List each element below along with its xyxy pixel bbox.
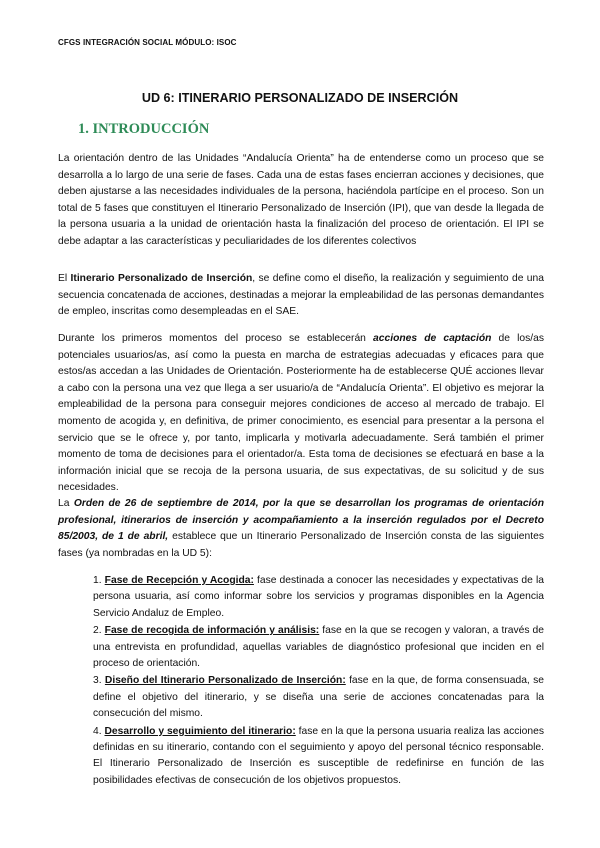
phase-text: fase en la que, de forma consensuada, se define el objetivo del itinerario, y se diseña una serie de acciones concatenadas para la consecución del mismo.: [93, 675, 544, 720]
text-run: Durante los primeros momentos del proceso se establecerán: [58, 333, 374, 344]
text-run: La: [58, 498, 74, 509]
paragraph-intro: La orientación dentro de las Unidades “Andalucía Orienta” ha de entenderse como un proceso que se desarrolla a lo largo de una serie de fases. Cada una de estas fases encierran acciones y decisiones, que deben ajustarse a las necesidades individuales de la persona, haciéndola partícipe en el proceso. Son un total de 5 fases que constituyen el Itinerario Personalizado de Inserción (IPI), que van desde la llegada de la persona usuaria a la unidad de orientación hasta la finalización del proceso de orientación. El IPI se debe adaptar a las características y peculiaridades de los diferentes colectivos: [58, 153, 544, 247]
paragraph-captacion: [58, 331, 544, 497]
text-run-bold-italic: acciones de captación: [373, 333, 492, 344]
text-run: , se define como el diseño, la realización y seguimiento de una secuencia concatenada de acciones, destinadas a mejorar la empleabilidad de las personas demandantes de empleo, inscritas como desempleadas en el SAE.: [58, 273, 544, 318]
phase-term: Diseño del Itinerario Personalizado de Inserción:: [104, 675, 346, 687]
list-number: 3.: [93, 675, 102, 687]
section-heading: [78, 121, 209, 138]
phase-term: Fase de recogida de información y análisis:: [104, 625, 320, 637]
phase-list: [93, 573, 544, 790]
list-item: [93, 724, 544, 790]
page-title: UD 6: ITINERARIO PERSONALIZADO DE INSERCIÓN: [141, 91, 459, 105]
list-number: 1.: [93, 575, 102, 586]
phase-text: fase en la que la persona usuaria realiza las acciones definidas en su itinerario, contando con el seguimiento y apoyo del personal técnico responsable. El Itinerario Personalizado de Inserción es susceptible de redefinirse en función de las posibilidades efectivas de consecución de los objetivos propuestos.: [93, 725, 544, 786]
phase-term: Desarrollo y seguimiento del itinerario:: [104, 725, 296, 737]
list-number: 4.: [93, 725, 102, 737]
list-number: 2.: [93, 625, 102, 637]
text-run: de los/as potenciales usuarios/as, así como la puesta en marcha de estrategias adecuadas y eficaces para que estos/as accedan a las Unidades de Orientación. Posteriormente ha de establecerse QUÉ acciones llevar a cabo con la persona una vez que llega a ser usuario/a de “Andalucía Orienta”. El objetivo es mejorar la empleabilidad de la persona para conseguir mejores condiciones de acceso al mercado de trabajo. El momento de acogida y, en definitiva, de primer conocimiento, es esencial para presentar a la persona el servicio que se le ofrece y, por tanto, implicarla y motivarla adecuadamente. Será también el primer momento de toma de decisiones para el orientador/a. Esta toma de decisiones se efectuará en base a la información inicial que se recoja de la persona usuaria, de sus expectativas, de su solicitud y de sus necesidades.: [58, 333, 544, 494]
phase-text: fase en la que se recogen y valoran, a través de una entrevista en profundidad, aquellas variables de diagnóstico profesional que inciden en el proceso de orientación.: [93, 625, 544, 670]
list-item: [93, 573, 544, 622]
text-run-bold: Itinerario Personalizado de Inserción: [70, 273, 253, 284]
paragraph-orden: [58, 496, 544, 562]
text-run-bold-italic: Orden de 26 de septiembre de 2014, por la que se desarrollan los programas de orientación profesional, itinerarios de inserción y acompañamiento a la inserción regulados por el Decreto 85/2003, de 1 de abril,: [58, 498, 544, 543]
phase-text: fase destinada a conocer las necesidades y expectativas de la persona usuaria, así como informar sobre los servicios y programas disponibles en la Agencia Servicio Andaluz de Empleo.: [93, 575, 544, 619]
text-run: establece que un Itinerario Personalizado de Inserción consta de las siguientes fases (ya nombradas en la UD 5):: [58, 531, 544, 559]
section-label: INTRODUCCIÓN: [92, 121, 210, 137]
running-header: CFGS INTEGRACIÓN SOCIAL MÓDULO: ISOC: [58, 38, 237, 47]
paragraph-ipi-definition: [58, 271, 544, 321]
text-run: El: [58, 273, 71, 284]
phase-term: Fase de Recepción y Acogida:: [104, 575, 254, 586]
list-item: [93, 623, 544, 672]
list-item: [93, 673, 544, 722]
section-number: 1.: [78, 121, 89, 137]
